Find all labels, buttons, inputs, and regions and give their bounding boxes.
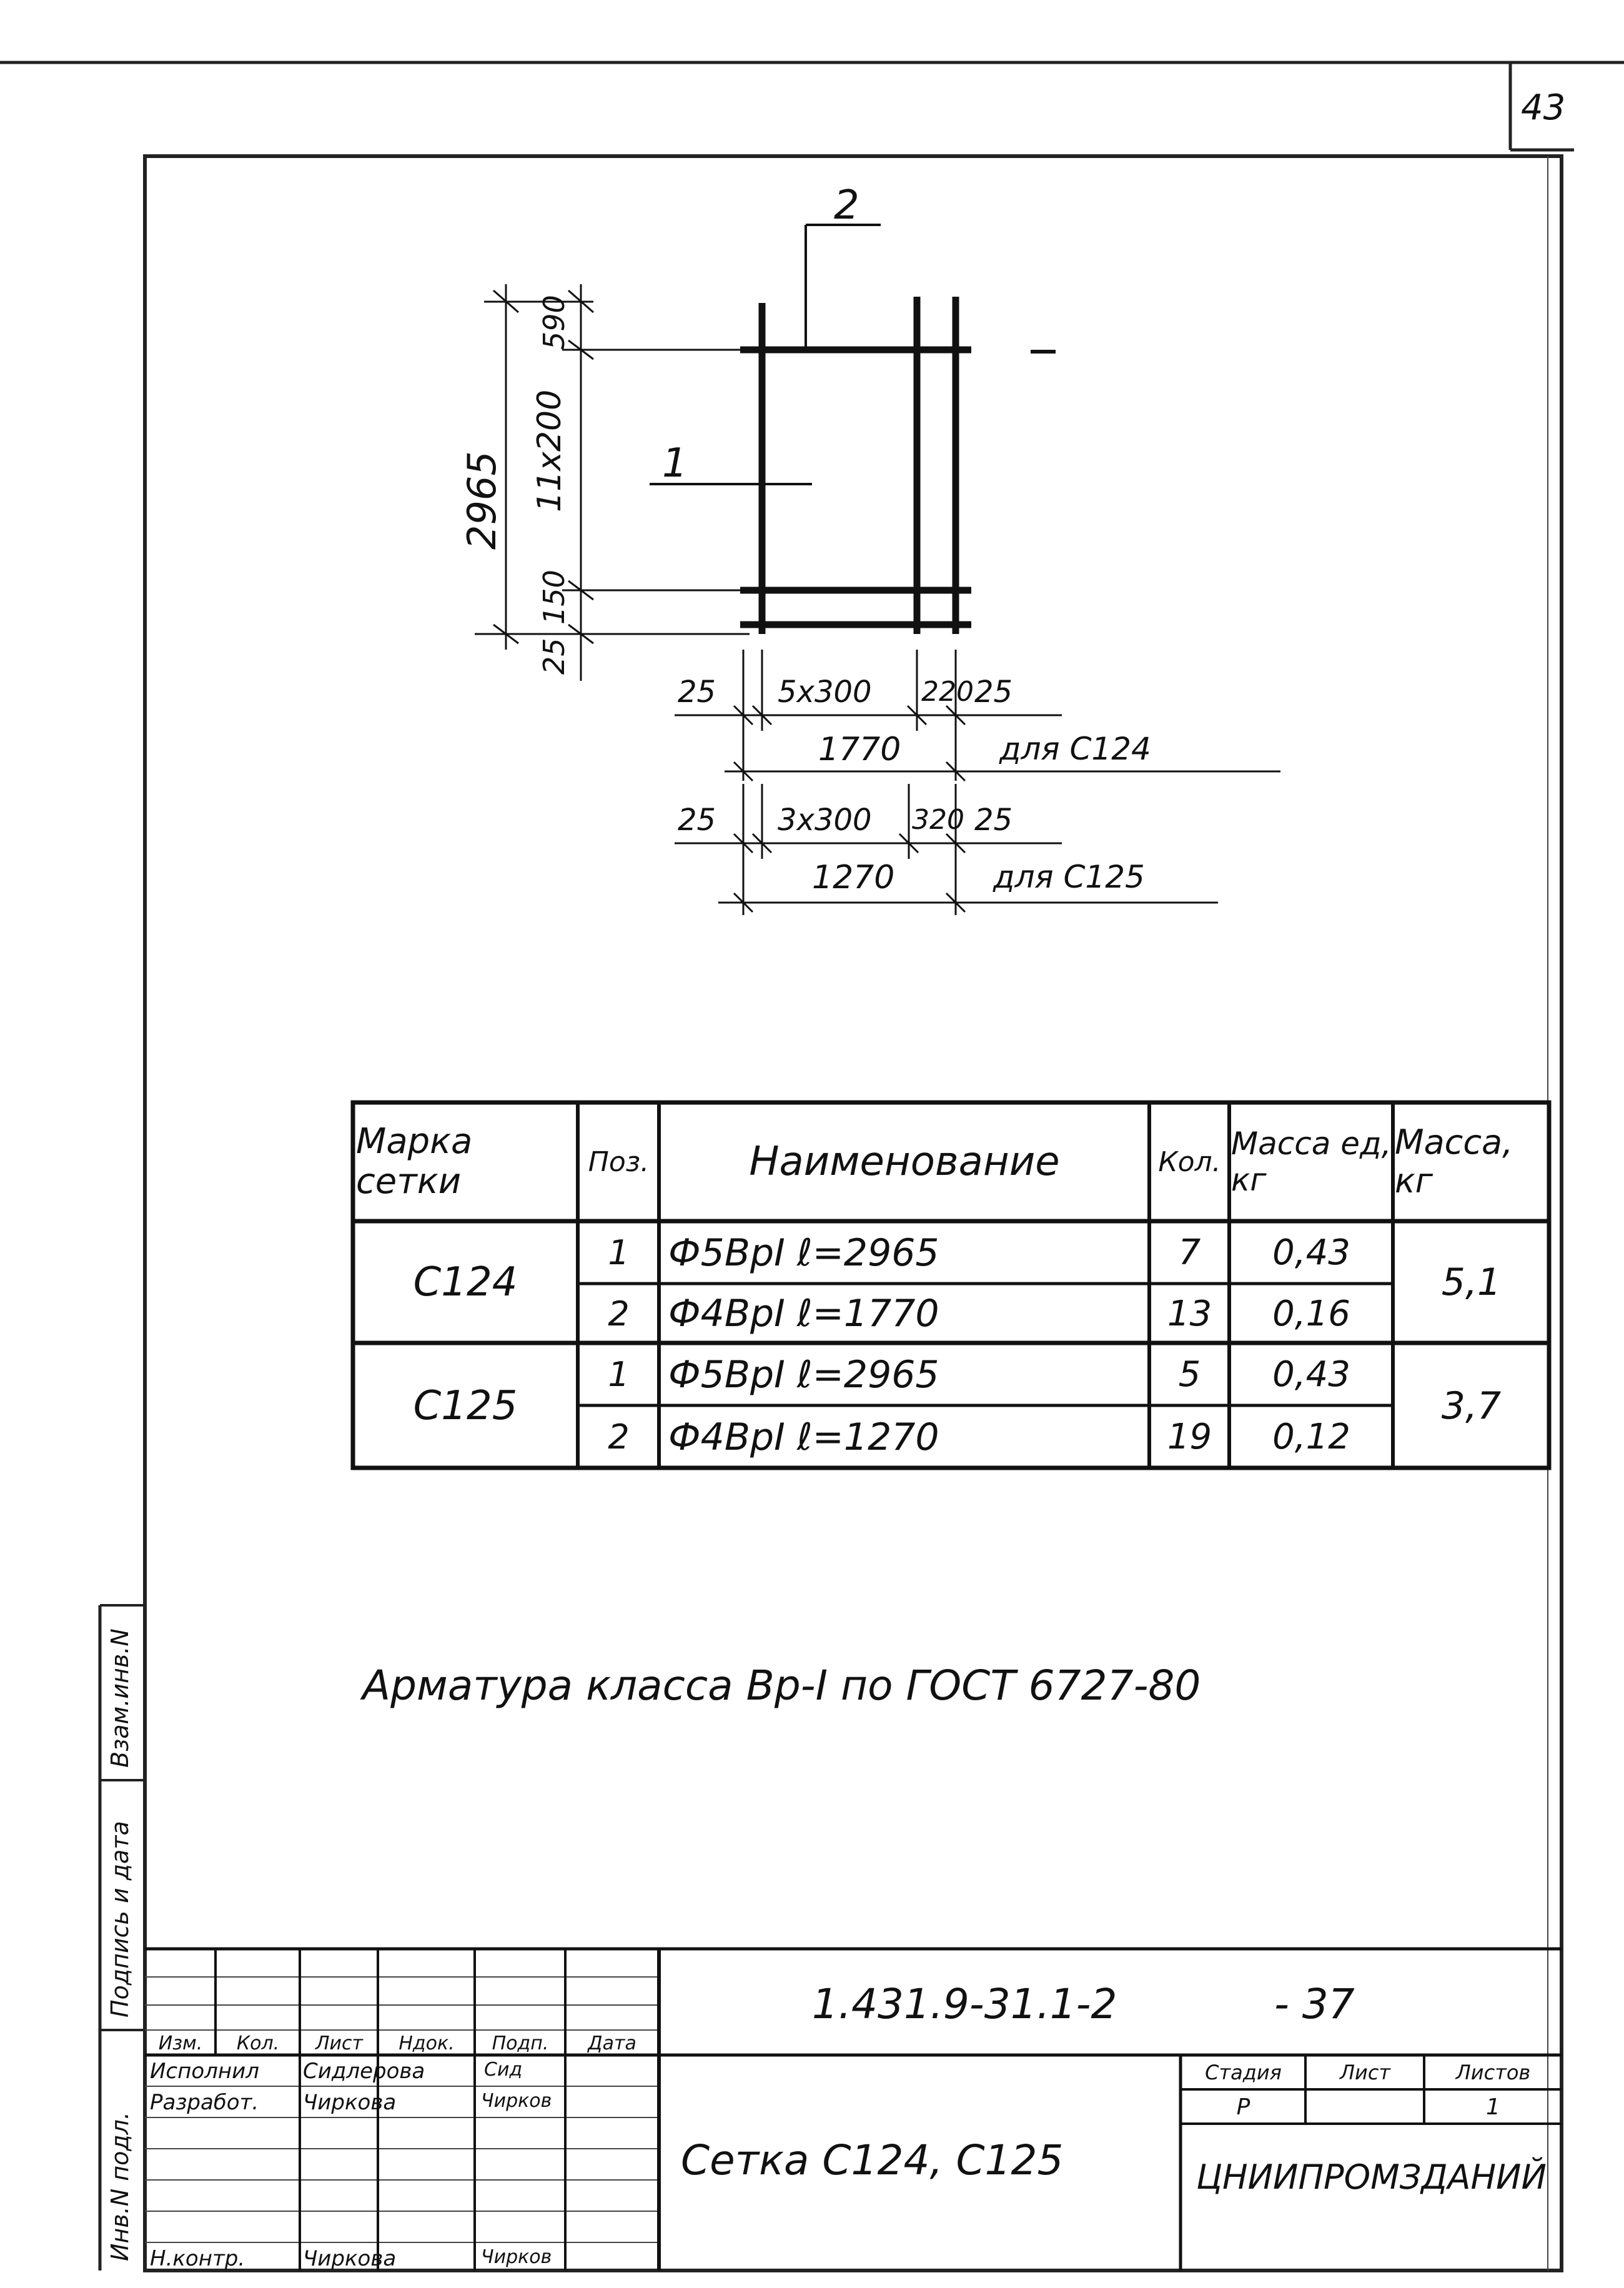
row2-last: 320 [912,804,964,836]
g1-r2-qty: 13 [1167,1293,1212,1334]
sheet-label: Лист [1339,2061,1391,2084]
dim-top: 590 [537,295,571,350]
g2-r1-name: Ф5ВрI ℓ=2965 [668,1352,939,1397]
th-qty: Кол. [1158,1146,1221,1178]
side-podpis: Подпись и дата [106,1821,134,2018]
sheet-number: 43 [1521,87,1566,128]
sheet-value [1307,2091,1423,2123]
dim-bottom: 150 [537,570,571,625]
reinforcement-note: Арматура класса Вр-I по ГОСТ 6727-80 [362,1662,1201,1710]
g2-r1-unit-mass: 0,43 [1272,1354,1350,1395]
g2-r2-name: Ф4ВрI ℓ=1270 [668,1415,939,1459]
org-name: ЦНИИПРОМЗДАНИЙ [1196,2157,1547,2197]
callout-pos2: 2 [834,182,859,229]
name-razrabot: Чиркова [303,2090,397,2115]
th-mass: Масса, кг [1395,1122,1513,1201]
col-izm: Изм. [158,2032,203,2054]
sheet-ref: - 37 [1274,1980,1355,2028]
role-nkontr: Н.контр. [150,2246,245,2271]
g2-r1-qty: 5 [1178,1354,1201,1395]
row2-right: 25 [974,803,1013,838]
sheets-value: 1 [1486,2094,1500,2120]
dim-edge: 25 [537,638,571,675]
th-unit-mass: Масса ед, кг [1231,1126,1392,1198]
dim-middle: 11x200 [531,389,568,512]
mass-c124: 5,1 [1441,1260,1502,1304]
g1-r1-name: Ф5ВрI ℓ=2965 [668,1231,939,1275]
dim-total-height: 2965 [459,451,505,550]
row2-note: для С125 [993,859,1145,895]
sign-nkontr: Чирков [481,2246,552,2268]
doc-code: 1.431.9-31.1-2 [812,1980,1117,2028]
name-ispolnil: Сидлерова [303,2059,425,2084]
row2-total: 1270 [812,859,895,896]
g1-r2-name: Ф4ВрI ℓ=1770 [668,1292,939,1335]
row2-left: 25 [678,803,716,838]
col-podp: Подп. [492,2032,549,2054]
row1-spacing: 5x300 [778,675,872,710]
callout-pos1: 1 [662,440,688,487]
row1-note: для С124 [999,731,1151,767]
side-vzam: Взам.инв.N [106,1628,134,1768]
col-kol: Кол. [236,2032,280,2054]
g1-r1-pos: 1 [608,1233,630,1272]
g2-r2-pos: 2 [608,1417,630,1457]
g1-r1-qty: 7 [1178,1232,1201,1273]
row1-last: 220 [921,676,974,708]
mark-c124: С124 [413,1259,518,1305]
row2-spacing: 3x300 [778,803,872,838]
col-list: Лист [315,2032,364,2054]
g2-r2-unit-mass: 0,12 [1272,1417,1350,1457]
col-ndok: Ндок. [399,2032,455,2054]
side-inv-podl: Инв.N подл. [106,2112,134,2261]
th-mark: Марка сетки [356,1121,473,1202]
sign-ispolnil: Сид [484,2059,523,2081]
th-pos: Поз. [588,1146,650,1178]
col-data: Дата [588,2032,636,2054]
g1-r2-pos: 2 [608,1294,630,1334]
drawing-title: Сетка С124, С125 [681,2136,1064,2184]
mark-c125: С125 [413,1382,518,1429]
row1-total: 1770 [818,731,901,768]
sheets-label: Листов [1455,2061,1531,2084]
th-name: Наименование [749,1139,1060,1185]
sign-razrabot: Чирков [481,2090,552,2112]
role-ispolnil: Исполнил [150,2059,259,2084]
g1-r2-unit-mass: 0,16 [1272,1293,1350,1334]
row1-left: 25 [678,675,716,710]
mass-c125: 3,7 [1441,1384,1502,1428]
g1-r1-unit-mass: 0,43 [1272,1232,1350,1273]
role-razrabot: Разработ. [150,2090,259,2115]
g2-r1-pos: 1 [608,1355,630,1394]
stage-label: Стадия [1205,2061,1282,2084]
g2-r2-qty: 19 [1167,1417,1212,1457]
row1-right: 25 [974,675,1013,710]
stage-value: Р [1236,2094,1250,2120]
name-nkontr: Чиркова [303,2246,397,2271]
